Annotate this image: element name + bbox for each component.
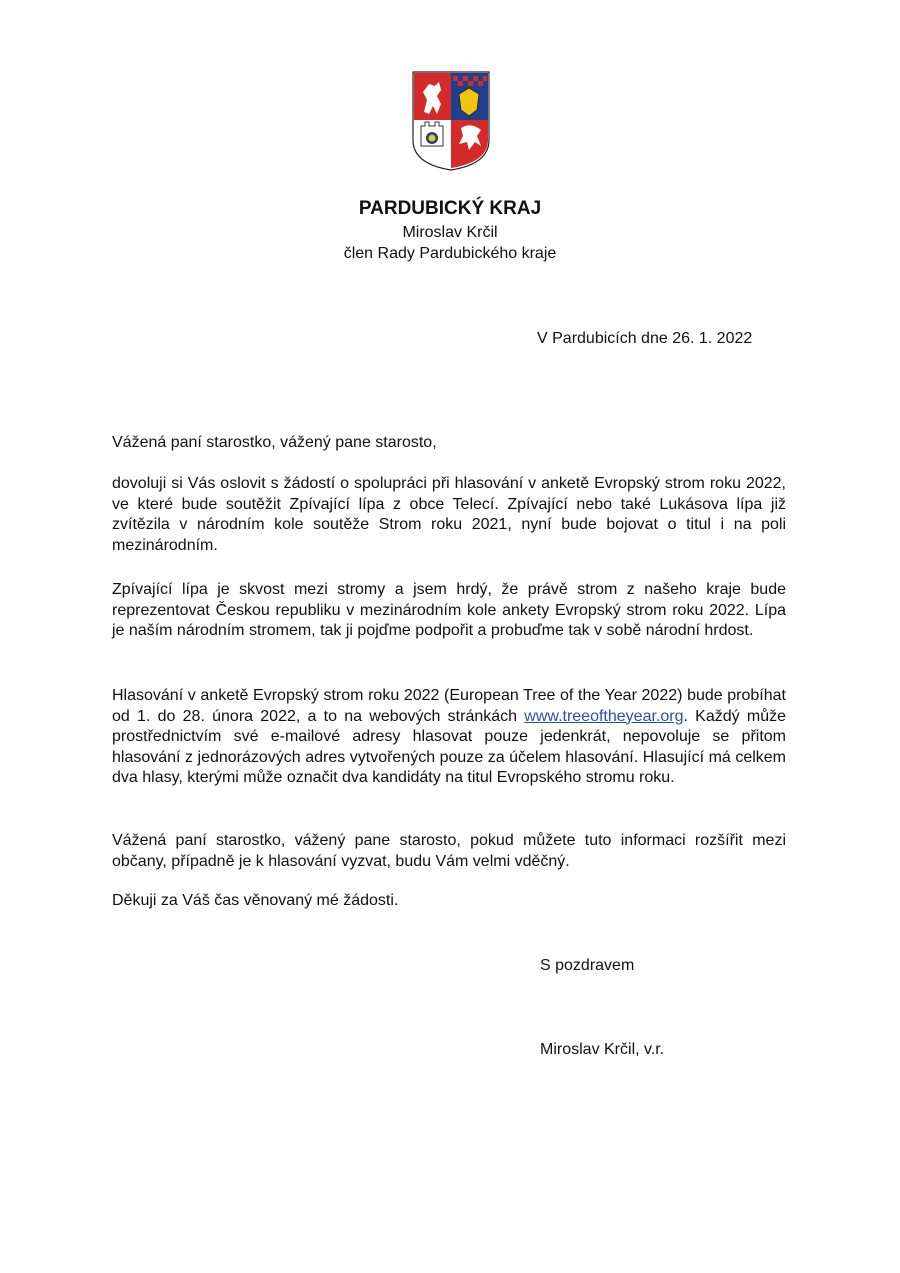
paragraph-request: dovoluji si Vás oslovit s žádostí o spolupráci při hlasování v anketě Evropský strom roku 2022, ve které bude soutěžit Zpívající lípa z obce Telecí. Zpívající nebo také Lukásova lípa již zvítězila v národním kole soutěže Strom roku 2021, nyní bude bojovat o titul i na poli mezinárodním. [112,475,786,554]
salutation: Vážená paní starostko, vážený pane starosto, [112,434,437,451]
date-line: V Pardubicích dne 26. 1. 2022 [537,330,753,347]
website-link[interactable]: www.treeoftheyear.org [524,707,684,725]
sender-name: Miroslav Krčil [402,224,498,241]
paragraph-closing-request: Vážená paní starostko, vážený pane starosto, pokud můžete tuto informaci rozšířit mezi občany, případně je k hlasování vyzvat, budu Vám velmi vděčný. [112,832,786,870]
sender-role: člen Rady Pardubického kraje [343,245,557,262]
voting-text-end: . Každý může prostřednictvím své e-mailové adresy hlasovat pouze jedenkrát, nepovoluje se přitom hlasování z jednorázových adres vytvořených pouze za účelem hlasování. Hlasující má celkem dva hlasy, kterými může označit dva kandidáty na titul Evropského stromu roku. [112,707,786,786]
signature-line: Miroslav Krčil, v.r. [540,1041,665,1058]
organization-name: PARDUBICKÝ KRAJ [358,198,542,219]
paragraph-voting [112,686,786,789]
thanks-line: Děkuji za Váš čas věnovaný mé žádosti. [112,892,399,909]
voting-text-start: Hlasování v anketě Evropský strom roku 2022 (European Tree of the Year 2022) bude probíhat od 1. do 28. února 2022, a to na webových stránkách [112,687,786,725]
closing-line: S pozdravem [540,957,635,974]
paragraph-tree: Zpívající lípa je skvost mezi stromy a jsem hrdý, že právě strom z našeho kraje bude reprezentovat Českou republiku v mezinárodním kole ankety Evropský strom roku 2022. Lípa je naším národním stromem, tak ji pojďme podpořit a probuďme tak v sobě národní hrdost. [112,581,786,639]
coat-of-arms-icon [411,70,491,172]
